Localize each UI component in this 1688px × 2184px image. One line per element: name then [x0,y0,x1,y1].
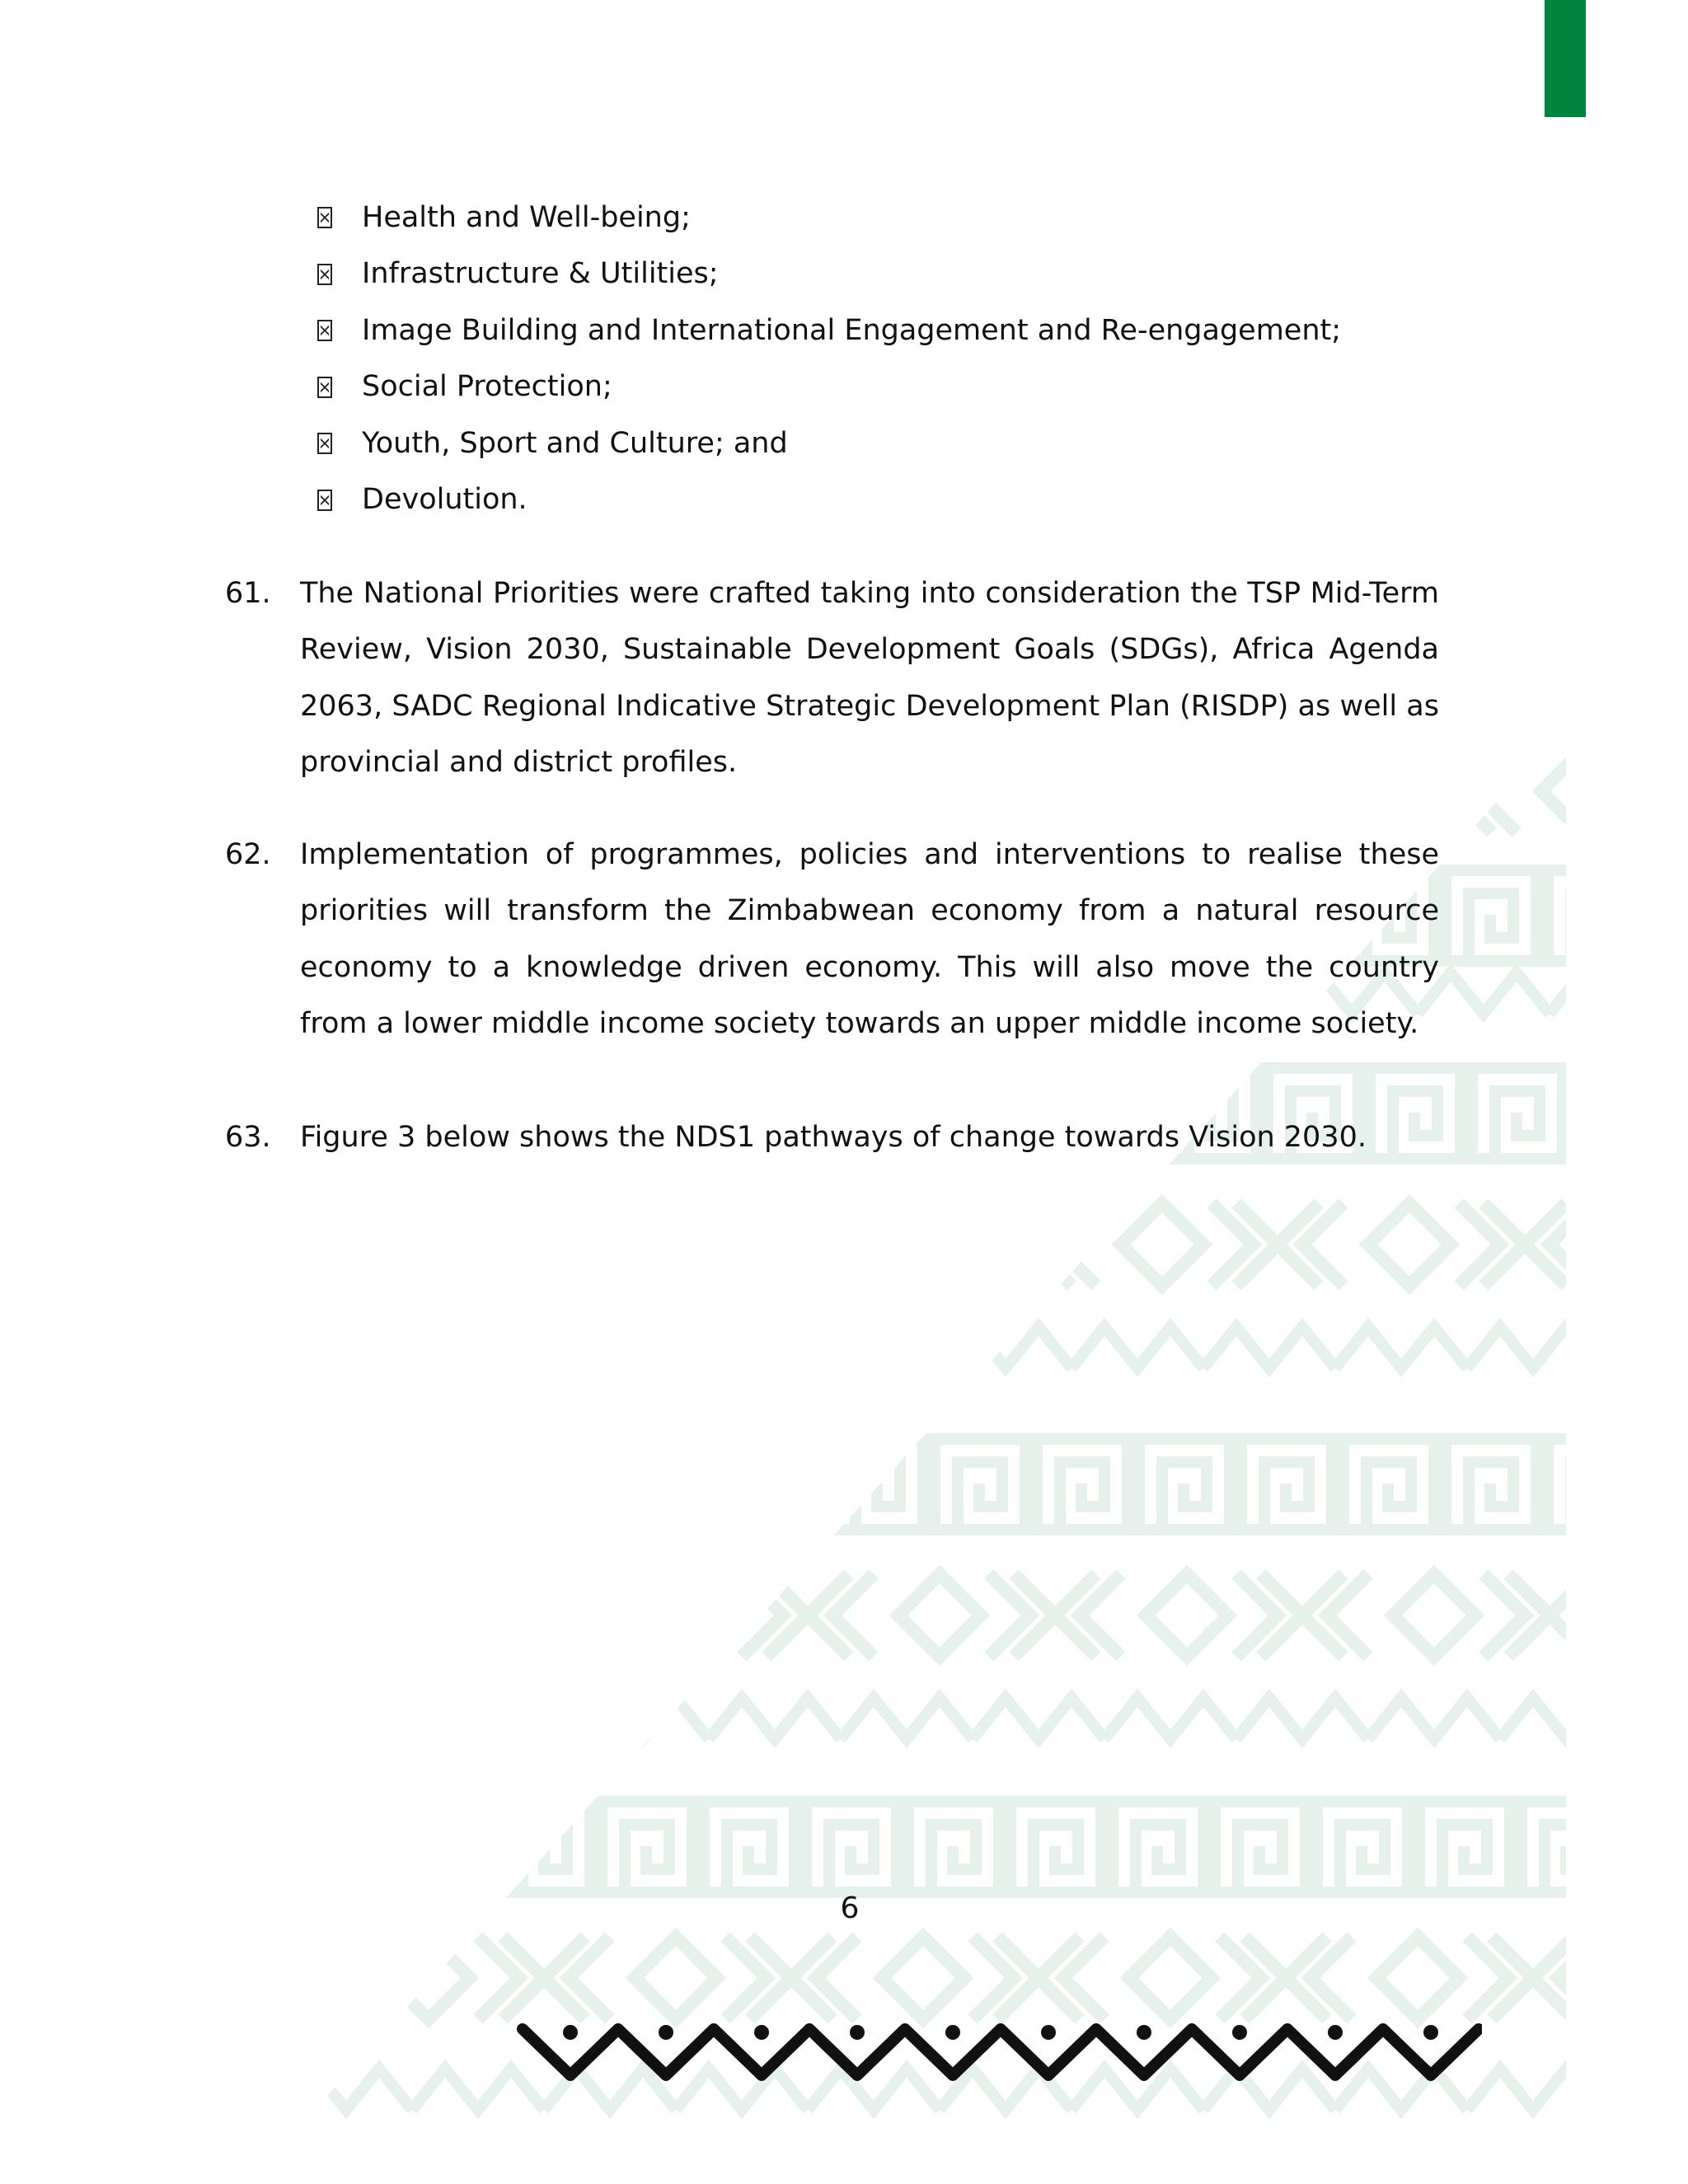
pattern-tile [148,2063,280,2110]
pattern-tile [577,1692,709,1739]
bullet-box-icon [317,490,332,511]
pattern-tile [1376,1937,1599,2019]
pattern-tile [626,1203,849,1286]
pattern-tile [1550,967,1681,1014]
pattern-tile [704,1802,795,1892]
pattern-tile [1393,1574,1615,1657]
pattern-tile [140,1937,363,2019]
pattern-tile [651,1574,874,1657]
bullet-text: Image Building and International Engagement and Re-engagement; [362,313,1342,347]
pattern-tile [841,1692,973,1739]
pattern-tile [1037,1439,1128,1530]
pattern-tile [832,1439,923,1530]
zigzag-dot [1232,2025,1247,2040]
bullet-box-icon [317,377,332,398]
bullet-item [317,359,1341,416]
paragraph-number: 63. [225,1121,271,1154]
zigzag-dot [754,2025,769,2040]
bullet-box-icon [317,207,332,228]
pattern-tile [16,2063,148,2110]
pattern-tile [1467,2063,1599,2110]
pattern-tile [1548,870,1639,961]
pattern-tile [730,1439,821,1530]
paragraph-text: Implementation of programmes, policies and interventions to realise these priorities will transform the Zimbabwean economy from a natural resource economy to a knowledge driven economy. This will also move the country from a lower middle income society towards an upper middle income society. [300,838,1439,1040]
zigzag-dot [850,2025,865,2040]
pattern-tile [1215,1802,1306,1892]
bullet-item [317,246,1341,303]
zigzag-dot [659,2025,673,2040]
bullet-text: Infrastructure & Utilities; [362,257,719,291]
pattern-tile [1343,1439,1434,1530]
bullet-text: Youth, Sport and Culture; and [362,426,788,460]
pattern-tile [526,1439,617,1530]
bullet-item [317,190,1341,246]
bullet-box-icon [317,433,332,454]
pattern-tile [1010,1802,1101,1892]
bullet-text: Devolution. [362,483,528,517]
pattern-tile [940,1321,1071,1368]
pattern-tile [1146,1574,1368,1657]
pattern-tile [635,1937,857,2019]
pattern-tile [1241,1439,1332,1530]
pattern-tile [1139,1439,1230,1530]
bullet-box-icon [317,320,332,341]
pattern-tile [280,2063,412,2110]
pattern-tile [445,1692,577,1739]
pattern-tile [499,1802,590,1892]
pattern-tile [1335,1321,1467,1368]
bullet-item [317,472,1341,529]
pattern-tile [1541,750,1688,832]
pattern-tile [1104,1692,1236,1739]
pattern-tile [397,1802,488,1892]
pattern-tile [0,1937,115,2019]
pattern-tile [1071,1321,1203,1368]
pattern-tile [874,1203,1096,1286]
pattern-tile [1548,1439,1639,1530]
bullet-box-icon [317,264,332,285]
pattern-tile [1203,1321,1335,1368]
priority-bullet-list [317,190,1341,528]
bullet-item [317,302,1341,359]
pattern-tile [1129,1937,1352,2019]
page-number: 6 [840,1891,860,1925]
pattern-tile [404,1574,626,1657]
pattern-tile [1446,870,1536,961]
pattern-tile [1472,1068,1563,1159]
pattern-tile [1522,1802,1612,1892]
pattern-tile [1467,1321,1599,1368]
bullet-item [317,415,1341,472]
pattern-tile [157,1574,379,1657]
pattern-tile [973,1692,1104,1739]
pattern-tile [544,1321,676,1368]
pattern-tile [1236,1692,1368,1739]
pattern-tile [709,1692,841,1739]
pattern-tile [1317,1802,1408,1892]
bullet-text: Social Protection; [362,370,612,404]
pattern-tile [1121,1203,1343,1286]
pattern-tile [1419,1802,1510,1892]
pattern-tile [1500,1692,1632,1739]
paragraph-text: Figure 3 below shows the NDS1 pathways of change towards Vision 2030. [300,1121,1367,1154]
pattern-tile [908,1802,999,1892]
paragraph-text: The National Priorities were crafted taking into consideration the TSP Mid-Term Review, Vision 2030, Sustainable Development Goals (SDGs), Africa Agenda 2063, SADC Regional Indicative Strategic Development Plan (RISDP) as well as provincial and district profiles. [300,577,1439,779]
pattern-tile [1599,2063,1688,2110]
zigzag-dot [1137,2025,1151,2040]
pattern-tile [808,1321,940,1368]
zigzag-dot [1328,2025,1343,2040]
pattern-tile [295,1802,386,1892]
pattern-tile [935,1439,1025,1530]
pattern-tile [676,1321,808,1368]
zigzag-dot [945,2025,960,2040]
paragraph-number: 62. [225,838,271,871]
pattern-tile [313,1692,445,1739]
zigzag-dot [563,2025,578,2040]
pattern-tile [898,1574,1121,1657]
pattern-tile [1446,1439,1536,1530]
zigzag-band-icon [516,2018,1482,2087]
pattern-tile [1368,1203,1591,1286]
pattern-tile [1113,1802,1203,1892]
pattern-tile [387,1937,610,2019]
zigzag-dot [1423,2025,1438,2040]
pattern-tile [1368,1692,1500,1739]
pattern-tile [602,1802,692,1892]
paragraph-number: 61. [225,577,271,610]
pattern-tile [379,1203,602,1286]
bullet-text: Health and Well-being; [362,200,691,234]
pattern-tile [1599,1321,1688,1368]
pattern-tile [806,1802,897,1892]
pattern-tile [628,1439,719,1530]
pattern-tile [1574,1068,1665,1159]
pattern-tile [882,1937,1104,2019]
zigzag-dot [1041,2025,1056,2040]
